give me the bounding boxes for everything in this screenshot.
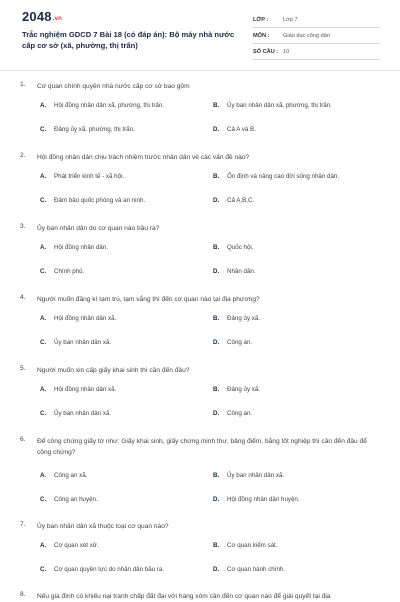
option-text: Hội đồng nhân dân xã, phường, thị trấn.: [54, 102, 165, 109]
meta-table: [253, 12, 380, 60]
question-text: Ủy ban nhân dân do cơ quan nào bầu ra?: [37, 225, 160, 232]
document-header: [0, 0, 400, 68]
option-letter: B.: [213, 244, 220, 251]
option-letter: C.: [40, 126, 47, 133]
page-title: Trắc nghiệm GDCD 7 Bài 18 (có đáp án): Bộ máy nhà nước cấp cơ sở (xã, phường, thị trấn): [22, 30, 235, 50]
option-a[interactable]: [40, 542, 99, 549]
meta-row-class: [253, 12, 380, 28]
question-number: 1.: [20, 81, 26, 88]
question-text: Để công chứng giấy tờ như: Giấy khai sinh, giấy chứng minh thư, bảng điểm, bằng tốt nghiệp thì cần đến đâu để công chứng?: [37, 438, 367, 456]
option-c[interactable]: [40, 496, 98, 503]
option-letter: B.: [213, 173, 220, 180]
option-text: Ủy ban nhân dân xã, phường, thị trấn.: [227, 102, 332, 109]
meta-row-count: [253, 44, 380, 60]
question-text: Hội đồng nhân dân chịu trách nhiệm trước nhân dân về các vấn đề nào?: [37, 154, 250, 161]
option-c[interactable]: [40, 339, 111, 346]
option-letter: D.: [213, 566, 220, 573]
option-text: Chính phủ.: [54, 268, 85, 275]
option-d[interactable]: [213, 410, 252, 417]
option-text: Đảng ủy xã.: [227, 386, 261, 393]
option-text: Đảm bảo quốc phòng và an ninh.: [54, 197, 146, 204]
option-b[interactable]: [213, 102, 332, 109]
option-letter: C.: [40, 566, 47, 573]
option-c[interactable]: [40, 197, 145, 204]
option-text: Hội đồng nhân dân huyện.: [227, 496, 300, 503]
option-a[interactable]: [40, 244, 108, 251]
option-letter: D.: [213, 496, 220, 503]
option-letter: D.: [213, 410, 220, 417]
option-letter: C.: [40, 339, 47, 346]
option-text: Ủy ban nhân dân xã.: [54, 339, 112, 346]
option-letter: B.: [213, 315, 220, 322]
question-number: 8.: [20, 591, 26, 598]
meta-value: Giáo dục công dân: [283, 32, 330, 39]
option-text: Ủy ban nhân dân xã.: [227, 472, 285, 479]
option-a[interactable]: [40, 102, 164, 109]
option-c[interactable]: [40, 566, 164, 573]
question-text: Cơ quan chính quyền nhà nước cấp cơ sở bao gồm: [37, 83, 190, 90]
option-text: Công an.: [227, 339, 253, 346]
question-text: Ủy ban nhân dân xã thuộc loại cơ quan nào?: [37, 523, 169, 530]
logo-text: 2048: [22, 9, 52, 24]
option-text: Nhân dân.: [227, 268, 256, 275]
option-b[interactable]: [213, 386, 260, 393]
option-text: Công an xã.: [54, 472, 88, 479]
option-text: Công an huyện.: [54, 496, 98, 503]
option-text: Quốc hội.: [227, 244, 254, 251]
question-number: 2.: [20, 152, 26, 159]
option-letter: B.: [213, 386, 220, 393]
option-a[interactable]: [40, 173, 124, 180]
option-c[interactable]: [40, 126, 135, 133]
option-d[interactable]: [213, 268, 256, 275]
option-b[interactable]: [213, 472, 284, 479]
question-number: 6.: [20, 436, 26, 443]
meta-value: 10: [283, 48, 290, 55]
option-d[interactable]: [213, 566, 285, 573]
question-number: 3.: [20, 223, 26, 230]
option-text: Hội đồng nhân dân xã.: [54, 386, 117, 393]
option-text: Đảng ủy xã.: [227, 315, 261, 322]
meta-key: MÔN :: [253, 32, 270, 39]
option-b[interactable]: [213, 244, 253, 251]
option-text: Cả A,B,C.: [227, 197, 255, 204]
option-text: Phát triển kinh tế - xã hội.: [54, 173, 125, 180]
meta-row-subject: [253, 28, 380, 44]
meta-key: SỐ CÂU :: [253, 48, 279, 55]
option-letter: A.: [40, 244, 47, 251]
question-text: Người muốn đăng kí tạm trú, tạm vắng thì đến cơ quan nào tại địa phương?: [37, 296, 260, 303]
option-d[interactable]: [213, 496, 300, 503]
option-letter: B.: [213, 542, 220, 549]
question-number: 7.: [20, 521, 26, 528]
option-letter: C.: [40, 496, 47, 503]
option-text: Đảng ủy xã, phường, thị trấn.: [54, 126, 135, 133]
option-text: Cả A và B.: [227, 126, 256, 133]
option-b[interactable]: [213, 315, 260, 322]
question-text: Nếu gia đình có khiếu nại tranh chấp đất đai với hàng xóm cần đến cơ quan nào để giải quyết tại địa: [37, 593, 331, 600]
logo-suffix: .vn: [52, 16, 63, 22]
option-text: Hội đồng nhân dân xã.: [54, 315, 117, 322]
option-text: Cơ quan quyền lực do nhân dân bầu ra.: [54, 566, 165, 573]
meta-value: Lớp 7: [283, 16, 298, 23]
option-letter: A.: [40, 542, 47, 549]
option-letter: C.: [40, 197, 47, 204]
header-divider: [0, 70, 400, 71]
question-number: 5.: [20, 365, 26, 372]
option-letter: A.: [40, 315, 47, 322]
option-a[interactable]: [40, 472, 87, 479]
option-c[interactable]: [40, 410, 111, 417]
meta-key: LỚP :: [253, 16, 269, 23]
option-b[interactable]: [213, 173, 339, 180]
option-letter: A.: [40, 386, 47, 393]
option-a[interactable]: [40, 386, 116, 393]
option-letter: D.: [213, 268, 220, 275]
option-text: Cơ quan hành chính.: [227, 566, 286, 573]
option-letter: C.: [40, 410, 47, 417]
question-number: 4.: [20, 294, 26, 301]
question-text: Người muốn xin cấp giấy khai sinh thì cần đến đâu?: [37, 367, 190, 374]
option-d[interactable]: [213, 197, 254, 204]
option-c[interactable]: [40, 268, 84, 275]
option-text: Ủy ban nhân dân xã.: [54, 410, 112, 417]
option-letter: D.: [213, 197, 220, 204]
option-text: Cơ quan xét xử.: [54, 542, 99, 549]
option-d[interactable]: [213, 339, 252, 346]
option-letter: B.: [213, 472, 220, 479]
option-text: Công an.: [227, 410, 253, 417]
option-letter: A.: [40, 102, 47, 109]
option-letter: C.: [40, 268, 47, 275]
option-d[interactable]: [213, 126, 256, 133]
option-a[interactable]: [40, 315, 116, 322]
option-b[interactable]: [213, 542, 278, 549]
option-text: Ổn định và nâng cao đời sống nhân dân.: [227, 173, 340, 180]
option-letter: D.: [213, 126, 220, 133]
option-letter: A.: [40, 173, 47, 180]
option-text: Cơ quan kiểm sát.: [227, 542, 278, 549]
option-letter: D.: [213, 339, 220, 346]
option-letter: B.: [213, 102, 220, 109]
option-letter: A.: [40, 472, 47, 479]
site-logo[interactable]: [22, 9, 62, 24]
option-text: Hội đồng nhân dân.: [54, 244, 109, 251]
